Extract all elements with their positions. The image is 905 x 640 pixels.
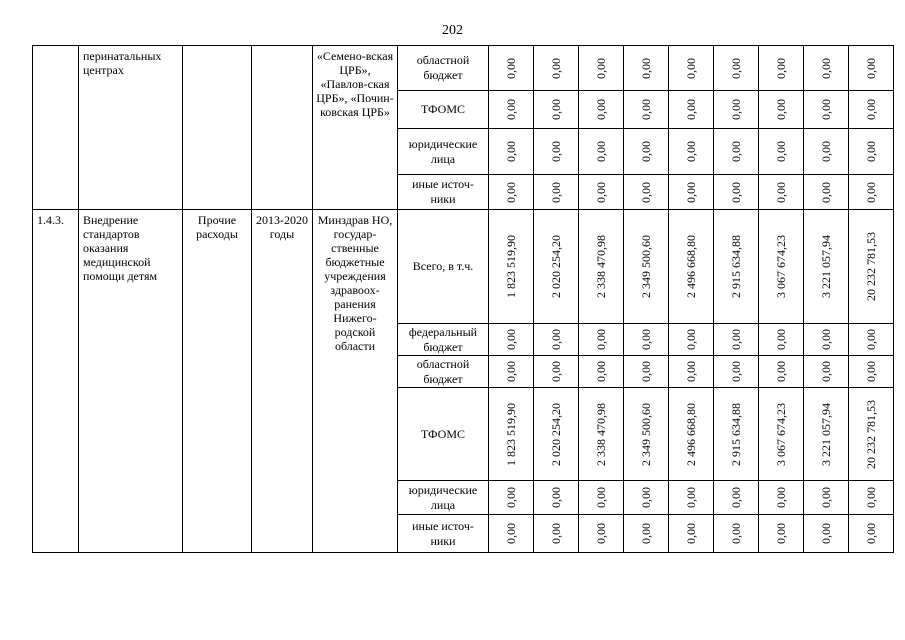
amount-cell [669, 129, 714, 175]
amount-cell [489, 515, 534, 553]
amount-cell [579, 515, 624, 553]
funding-source-label: иные источ-ники [398, 175, 489, 210]
amount-value: 0,00 [504, 141, 518, 162]
amount-value: 2 915 634,88 [729, 402, 743, 466]
period-cell [252, 46, 313, 210]
amount-value: 0,00 [684, 523, 698, 544]
amount-value: 0,00 [684, 99, 698, 120]
amount-cell [669, 356, 714, 388]
amount-value: 0,00 [729, 361, 743, 382]
amount-cell [849, 481, 894, 515]
amount-cell [669, 91, 714, 129]
amount-value: 3 221 057,94 [819, 402, 833, 466]
amount-value: 0,00 [549, 181, 563, 203]
amount-cell [534, 324, 579, 356]
amount-cell [804, 91, 849, 129]
amount-cell [759, 324, 804, 356]
amount-value: 1 823 519,90 [504, 402, 518, 466]
amount-cell [804, 175, 849, 210]
amount-value: 0,00 [594, 181, 608, 203]
amount-cell [714, 324, 759, 356]
amount-value: 0,00 [639, 361, 653, 382]
amount-cell [849, 175, 894, 210]
amount-cell [804, 388, 849, 481]
amount-value: 0,00 [504, 99, 518, 120]
amount-cell [534, 46, 579, 91]
funding-source-label: ТФОМС [398, 91, 489, 129]
amount-value: 2 496 668,80 [684, 235, 698, 298]
funding-source-label: областной бюджет [398, 46, 489, 91]
amount-value: 0,00 [864, 487, 878, 508]
amount-cell [489, 175, 534, 210]
item-number: 1.4.3. [33, 210, 79, 553]
amount-value: 0,00 [819, 523, 833, 544]
amount-cell [849, 129, 894, 175]
period: 2013-2020 годы [252, 210, 313, 553]
amount-cell [489, 210, 534, 324]
item-number-cell [33, 46, 79, 210]
amount-value: 0,00 [774, 99, 788, 120]
amount-cell [624, 515, 669, 553]
funding-source-label: ТФОМС [398, 388, 489, 481]
amount-value: 20 232 781,53 [864, 399, 878, 469]
funding-source-label: федеральный бюджет [398, 324, 489, 356]
amount-value: 0,00 [684, 329, 698, 350]
amount-cell [624, 210, 669, 324]
amount-value: 2 020 254,20 [549, 402, 563, 466]
amount-cell [669, 324, 714, 356]
amount-value: 3 221 057,94 [819, 235, 833, 298]
amount-value: 0,00 [729, 487, 743, 508]
amount-value: 0,00 [774, 487, 788, 508]
amount-value: 0,00 [639, 181, 653, 203]
amount-value: 0,00 [864, 329, 878, 350]
amount-value: 0,00 [819, 329, 833, 350]
amount-cell [579, 388, 624, 481]
amount-value: 0,00 [594, 141, 608, 162]
amount-value: 0,00 [504, 523, 518, 544]
amount-value: 0,00 [504, 181, 518, 203]
amount-value: 0,00 [549, 361, 563, 382]
amount-cell [759, 210, 804, 324]
amount-value: 0,00 [864, 141, 878, 162]
funding-source-label: иные источ-ники [398, 515, 489, 553]
amount-value: 0,00 [549, 329, 563, 350]
amount-cell [804, 481, 849, 515]
amount-value: 0,00 [684, 57, 698, 79]
amount-value: 2 338 470,98 [594, 402, 608, 466]
amount-value: 0,00 [864, 361, 878, 382]
activity-name: Внедрение стандартов оказания медицинской помощи детям [79, 210, 183, 553]
amount-cell [849, 324, 894, 356]
amount-value: 0,00 [774, 57, 788, 79]
amount-value: 0,00 [504, 487, 518, 508]
amount-cell [489, 324, 534, 356]
amount-cell [714, 175, 759, 210]
amount-cell [489, 356, 534, 388]
amount-value: 0,00 [864, 57, 878, 79]
amount-cell [579, 175, 624, 210]
amount-cell [579, 210, 624, 324]
amount-cell [624, 481, 669, 515]
executor: Минздрав НО, государ-ственные бюджетные учреждения здравоох-ранения Нижего-родской области [313, 210, 398, 553]
amount-value: 0,00 [864, 99, 878, 120]
amount-value: 0,00 [864, 181, 878, 203]
amount-cell [669, 210, 714, 324]
amount-cell [534, 175, 579, 210]
amount-value: 0,00 [594, 329, 608, 350]
amount-cell [624, 356, 669, 388]
amount-cell [759, 481, 804, 515]
amount-cell [759, 91, 804, 129]
amount-value: 0,00 [549, 57, 563, 79]
amount-cell [669, 515, 714, 553]
amount-cell [759, 388, 804, 481]
executor: «Семено-вская ЦРБ», «Павлов-ская ЦРБ», «Почин-ковская ЦРБ» [313, 46, 398, 210]
amount-value: 0,00 [819, 487, 833, 508]
amount-cell [714, 356, 759, 388]
amount-cell [579, 481, 624, 515]
amount-value: 2 496 668,80 [684, 402, 698, 466]
amount-value: 0,00 [504, 329, 518, 350]
amount-cell [534, 388, 579, 481]
amount-value: 0,00 [819, 141, 833, 162]
amount-cell [849, 91, 894, 129]
amount-cell [849, 210, 894, 324]
table-row [33, 46, 894, 91]
amount-value: 0,00 [639, 99, 653, 120]
amount-value: 0,00 [639, 487, 653, 508]
amount-value: 0,00 [594, 487, 608, 508]
amount-cell [849, 46, 894, 91]
amount-cell [534, 129, 579, 175]
amount-cell [759, 129, 804, 175]
amount-value: 0,00 [819, 361, 833, 382]
activity-name: перинатальных центрах [79, 46, 183, 210]
budget-table [32, 45, 894, 553]
amount-value: 3 067 674,23 [774, 402, 788, 466]
funding-source-label: юридические лица [398, 129, 489, 175]
amount-cell [669, 46, 714, 91]
amount-value: 0,00 [864, 523, 878, 544]
amount-cell [714, 91, 759, 129]
funding-source-label: областной бюджет [398, 356, 489, 388]
amount-cell [534, 91, 579, 129]
amount-cell [579, 46, 624, 91]
amount-value: 0,00 [639, 141, 653, 162]
budget-table-wrapper [32, 45, 894, 553]
amount-cell [534, 356, 579, 388]
amount-value: 0,00 [549, 141, 563, 162]
amount-value: 0,00 [594, 99, 608, 120]
amount-cell [759, 356, 804, 388]
amount-cell [804, 129, 849, 175]
amount-value: 0,00 [729, 99, 743, 120]
amount-cell [759, 515, 804, 553]
amount-value: 0,00 [549, 99, 563, 120]
amount-value: 20 232 781,53 [864, 232, 878, 301]
amount-value: 0,00 [639, 523, 653, 544]
amount-value: 0,00 [549, 523, 563, 544]
amount-value: 0,00 [819, 57, 833, 79]
page-number: 202 [442, 23, 463, 38]
amount-value: 0,00 [819, 181, 833, 203]
amount-value: 0,00 [729, 57, 743, 79]
amount-cell [624, 388, 669, 481]
amount-cell [669, 481, 714, 515]
amount-value: 2 349 500,60 [639, 402, 653, 466]
amount-value: 0,00 [774, 361, 788, 382]
amount-value: 0,00 [729, 523, 743, 544]
amount-cell [489, 481, 534, 515]
amount-cell [804, 324, 849, 356]
amount-value: 0,00 [594, 523, 608, 544]
amount-value: 0,00 [504, 361, 518, 382]
amount-cell [489, 46, 534, 91]
amount-cell [489, 388, 534, 481]
amount-value: 0,00 [684, 181, 698, 203]
amount-cell [669, 388, 714, 481]
amount-cell [849, 515, 894, 553]
amount-cell [714, 388, 759, 481]
amount-value: 0,00 [729, 181, 743, 203]
amount-cell [714, 129, 759, 175]
amount-value: 0,00 [549, 487, 563, 508]
amount-value: 0,00 [639, 57, 653, 79]
amount-cell [804, 46, 849, 91]
amount-cell [579, 356, 624, 388]
amount-cell [624, 129, 669, 175]
amount-cell [714, 481, 759, 515]
amount-cell [849, 388, 894, 481]
amount-value: 0,00 [774, 141, 788, 162]
amount-value: 0,00 [819, 99, 833, 120]
amount-value: 0,00 [594, 57, 608, 79]
amount-value: 2 020 254,20 [549, 235, 563, 298]
amount-cell [759, 46, 804, 91]
amount-value: 1 823 519,90 [504, 235, 518, 298]
amount-value: 0,00 [639, 329, 653, 350]
amount-cell [714, 210, 759, 324]
amount-value: 0,00 [774, 329, 788, 350]
amount-cell [624, 324, 669, 356]
expense-type: Прочие расходы [183, 210, 252, 553]
amount-value: 3 067 674,23 [774, 235, 788, 298]
amount-cell [579, 129, 624, 175]
amount-cell [579, 324, 624, 356]
amount-value: 0,00 [594, 361, 608, 382]
amount-value: 0,00 [684, 361, 698, 382]
amount-cell [624, 175, 669, 210]
amount-value: 0,00 [729, 141, 743, 162]
amount-value: 2 349 500,60 [639, 235, 653, 298]
expense-type-cell [183, 46, 252, 210]
amount-cell [579, 91, 624, 129]
amount-cell [804, 210, 849, 324]
amount-value: 0,00 [774, 181, 788, 203]
amount-cell [624, 46, 669, 91]
amount-cell [804, 515, 849, 553]
amount-value: 0,00 [774, 523, 788, 544]
amount-cell [489, 91, 534, 129]
amount-cell [849, 356, 894, 388]
amount-cell [714, 46, 759, 91]
amount-value: 0,00 [684, 487, 698, 508]
amount-cell [534, 210, 579, 324]
amount-value: 0,00 [684, 141, 698, 162]
table-row [33, 210, 894, 324]
amount-value: 2 338 470,98 [594, 235, 608, 298]
amount-cell [534, 515, 579, 553]
amount-value: 0,00 [504, 57, 518, 79]
amount-value: 0,00 [729, 329, 743, 350]
amount-cell [804, 356, 849, 388]
amount-cell [714, 515, 759, 553]
funding-source-label: Всего, в т.ч. [398, 210, 489, 324]
funding-source-label: юридические лица [398, 481, 489, 515]
amount-cell [489, 129, 534, 175]
amount-cell [624, 91, 669, 129]
amount-cell [534, 481, 579, 515]
amount-cell [669, 175, 714, 210]
amount-value: 2 915 634,88 [729, 235, 743, 298]
amount-cell [759, 175, 804, 210]
